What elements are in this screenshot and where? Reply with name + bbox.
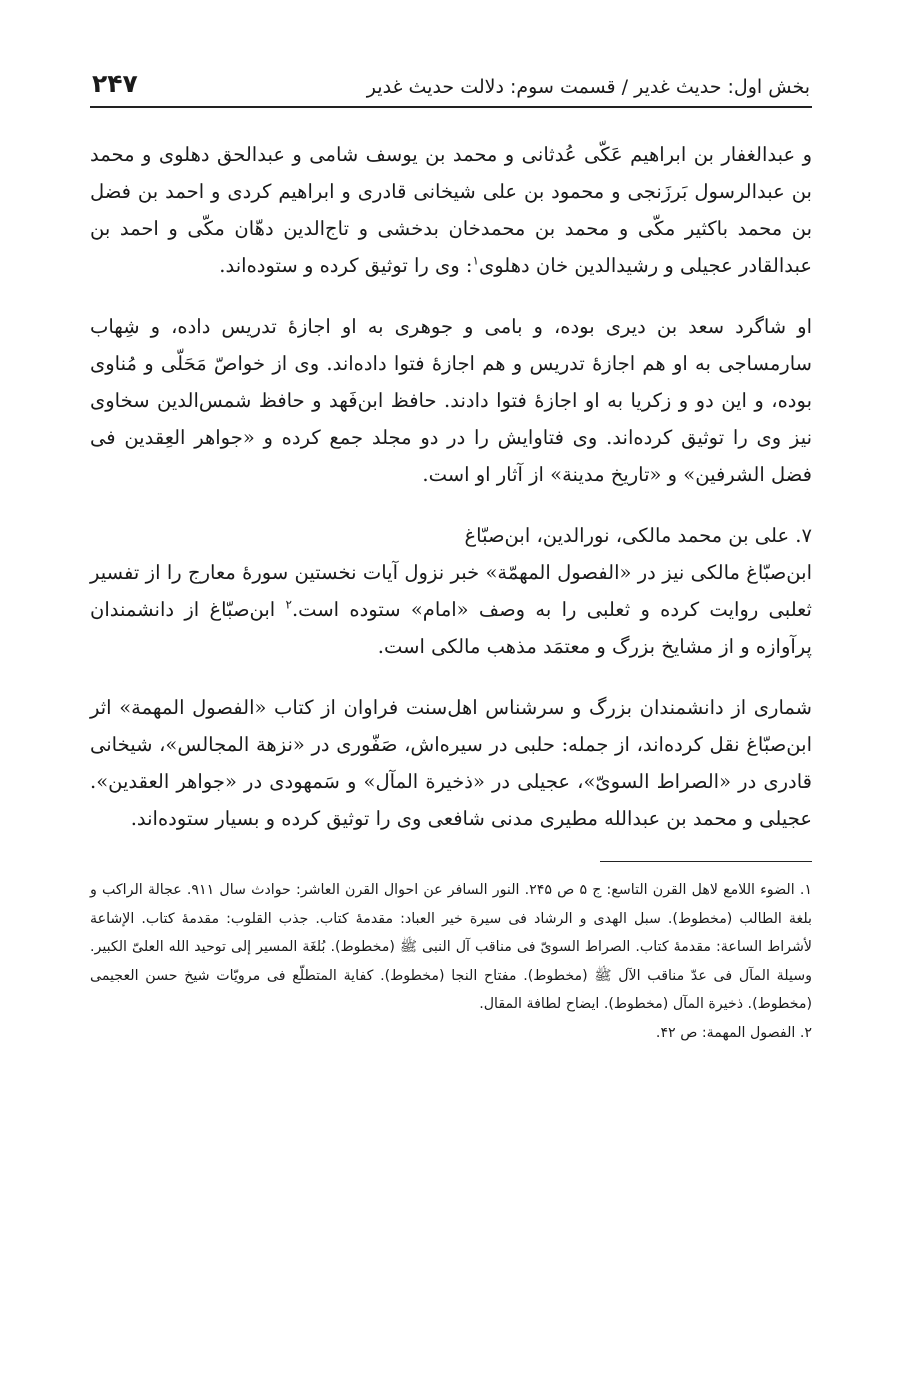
paragraph-3-end: ابن‌صبّاغ از دانشمندان پرآوازه و از مشایخ بزرگ و معتمَد مذهب مالکی است.: [90, 598, 812, 658]
section-heading: ۷. علی بن محمد مالکی، نورالدین، ابن‌صبّاغ: [464, 524, 812, 547]
paragraph-1: [90, 136, 812, 284]
paragraph-4: شماری از دانشمندان بزرگ و سرشناس اهل‌سنت فراوان از کتاب «الفصول المهمة» اثر ابن‌صبّاغ نقل کرده‌اند، از جمله: حلبی در سیره‌اش، صَفّوری در «نزهة المجالس»، شیخانی قادری در «الصراط السویّ»، عجیلی در «ذخیرة المآل» و سَمهودی در «جواهر العقدین». عجیلی و محمد بن عبدالله مطیری مدنی شافعی وی را توثیق کرده و بسیار ستوده‌اند.: [90, 696, 812, 830]
page-number: ۲۴۷: [92, 69, 138, 98]
page-header: [90, 62, 812, 108]
book-page: [90, 62, 812, 1047]
paragraph-2: او شاگرد سعد بن دیری بوده، و بامی و جوهری به او اجازهٔ تدریس داده، و شِهاب سارمساجی به او هم اجازهٔ تدریس و هم اجازهٔ فتوا داده‌اند. وی از خواصّ مَحَلّی و مُناوی بوده، و این دو و زکریا به او اجازهٔ فتوا دادند. حافظ ابن‌فَهد و حافظ شمس‌الدین سخاوی نیز وی را توثیق کرده‌اند. وی فتاوایش را در دو مجلد جمع کرده و «جواهر العِقدین فی فضل الشرفین» و «تاریخ مدینة» از آثار او است.: [90, 315, 812, 486]
paragraph-3: [90, 554, 812, 665]
running-title: بخش اول: حدیث غدیر / قسمت سوم: دلالت حدیث غدیر: [366, 76, 810, 98]
footnotes: [90, 876, 812, 1047]
footnote-ref-1: ۱: [472, 253, 479, 268]
footnote-2: ۲. الفصول المهمة: ص ۴۲.: [655, 1024, 812, 1041]
paragraph-3-text: ابن‌صبّاغ مالکی نیز در «الفصول المهمّة» خبر نزول آیات نخستین سورهٔ معارج را از تفسیر ثعلبی روایت کرده و ثعلبی را به وصف «امام» ستوده است.: [90, 561, 812, 621]
paragraph-1-end: : وی را توثیق کرده و ستوده‌اند.: [219, 254, 473, 277]
main-text: [90, 136, 812, 837]
footnote-ref-2: ۲: [285, 597, 292, 612]
paragraph-1-text: و عبدالغفار بن ابراهیم عَکّی عُدثانی و محمد بن یوسف شامی و عبدالحق دهلوی و محمد بن عبدالرسول بَرزَنجی و محمود بن علی شیخانی قادری و ابراهیم کردی و احمد بن فضل بن محمد باکثیر مکّی و محمد بن محمدخان بدخشی و تاج‌الدین دهّان مکّی و احمد بن عبدالقادر عجیلی و رشیدالدین خان دهلوی: [90, 143, 812, 277]
footnote-divider: [600, 861, 812, 862]
footnote-1: ۱. الضوء اللامع لاهل القرن التاسع: ج ۵ ص ۲۴۵. النور السافر عن احوال القرن العاشر: حوادث سال ۹۱۱. عجالة الراکب و بلغة الطالب (مخطوط). سبل الهدی و الرشاد فی سیرة خیر العباد: مقدمهٔ کتاب. جذب القلوب: مقدمهٔ کتاب. الإشاعة لأشراط الساعة: مقدمهٔ کتاب. الصراط السویّ فی مناقب آل النبی ﷺ (مخطوط). بُلغَة المسیر إلی توحید الله العلیّ الکبیر. وسیلة المآل فی عدّ مناقب الآل ﷺ (مخطوط). مفتاح النجا (مخطوط). کفایة المتطلّع فی مرویّات شیخ حسن العجیمی (مخطوط). ذخیرة المآل (مخطوط). ایضاح لطافة المقال.: [90, 882, 812, 1012]
